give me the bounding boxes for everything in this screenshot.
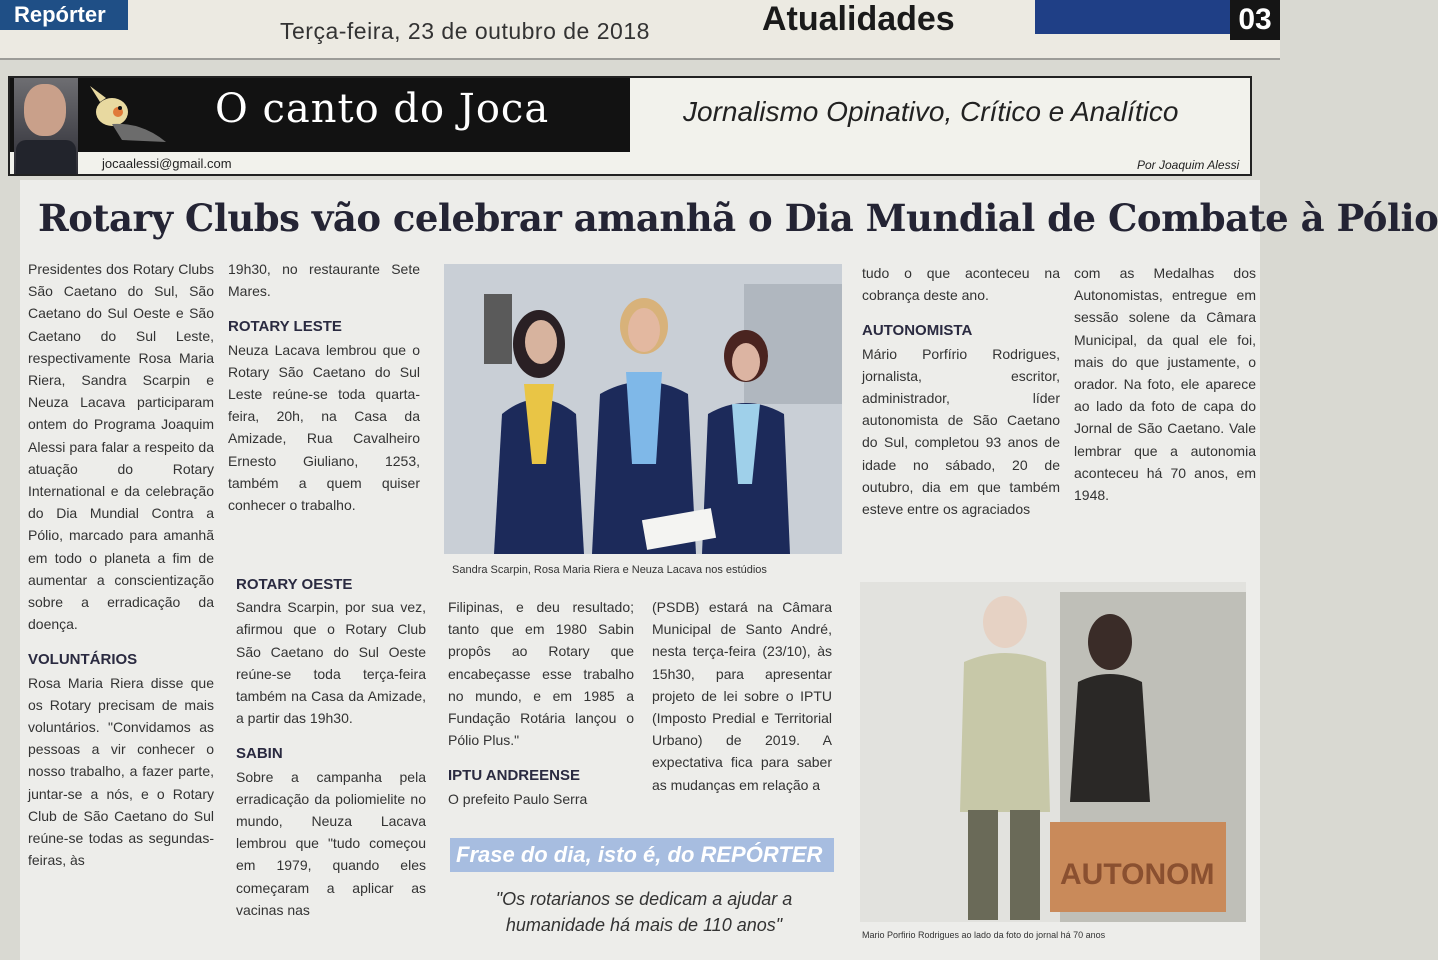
subheading-autonomista: AUTONOMISTA — [862, 322, 973, 340]
paragraph: Presidentes dos Rotary Clubs São Caetano do Sul, São Caetano do Sul Oeste e São Caetano do Sul Leste, respectivamente Rosa Maria Riera, Sandra Scarpin e Neuza Lacava participaram ontem do Programa Joaquim Alessi para falar a respeito da atuação do Rotary International e da celebração do Dia Mundial Contra a Pólio, marcado para amanhã em todo o planeta a fim de aumentar a conscientização sobre a erradicação da doença. — [28, 261, 214, 633]
section-title: Atualidades — [762, 0, 955, 38]
photo-caption: Mario Porfirio Rodrigues ao lado da foto do jornal há 70 anos — [862, 930, 1106, 940]
issue-date: Terça-feira, 23 de outubro de 2018 — [280, 18, 650, 44]
paragraph: (PSDB) estará na Câmara Municipal de Santo André, nesta terça-feira (23/10), às 15h30, para apresentar projeto de lei sobre o IPTU (Imposto Predial e Territorial Urbano) de 2019. A expectativa fica para saber as mudanças em relação a — [652, 599, 832, 793]
byline: Por Joaquim Alessi — [1137, 158, 1240, 172]
text-column-4 — [652, 596, 832, 796]
paragraph: Neuza Lacava lembrou que o Rotary São Caetano do Sul Leste reúne-se toda quarta-feira, 20h, na Casa da Amizade, Rua Cavalheiro Ernesto Giuliano, 1253, também a quem quiser conhecer o trabalho. — [228, 341, 420, 514]
text-column-1 — [28, 258, 214, 871]
text-column-5 — [862, 262, 1060, 520]
paragraph: Filipinas, e deu resultado; tanto que em 1980 Sabin propôs ao Rotary que encabeçasse esse trabalho no mundo, e em 1985 a Fundação Rotária lançou o Pólio Plus." — [448, 599, 634, 749]
rotary-presidents-photo — [444, 264, 842, 554]
paragraph: 19h30, no restaurante Sete Mares. — [228, 261, 420, 300]
subheading-iptu-andreense: IPTU ANDREENSE — [448, 767, 580, 785]
paragraph: tudo o que aconteceu na cobrança deste ano. — [862, 265, 1060, 304]
text-column-3 — [448, 596, 634, 810]
column-tagline: Jornalismo Opinativo, Crítico e Analítico — [683, 96, 1179, 127]
paragraph: com as Medalhas dos Autonomistas, entregue em sessão solene da Câmara Municipal, da qual ele foi, mais do que justamente, o orador. Na foto, ele aparece ao lado da foto de capa do Jornal de São Caetano. Vale lembrar que a autonomia aconteceu há 70 anos, em 1948. — [1074, 265, 1256, 504]
author-face — [24, 84, 66, 136]
cockatiel-icon — [82, 82, 168, 148]
article-headline: Rotary Clubs vão celebrar amanhã o Dia Mundial de Combate à Pólio — [38, 196, 1438, 240]
author-email: jocaalessi@gmail.com — [102, 156, 232, 171]
photo-caption: Sandra Scarpin, Rosa Maria Riera e Neuza Lacava nos estúdios — [452, 564, 767, 576]
subheading-sabin: SABIN — [236, 745, 283, 763]
photo-illustration — [444, 264, 842, 554]
paragraph: Rosa Maria Riera disse que os Rotary precisam de mais voluntários. "Convidamos as pessoas a vir conhecer o nosso trabalho, a fazer parte, juntar-se a nós, e o Rotary Club de São Caetano do Sul reúne-se todas as segundas-feiras, às — [28, 674, 214, 869]
text-column-2 — [228, 258, 420, 516]
author-suit — [16, 140, 76, 174]
quote-title: Frase do dia, isto é, do REPÓRTER — [456, 842, 823, 867]
paragraph: Sobre a campanha pela erradicação da poliomielite no mundo, Neuza Lacava lembrou que "tudo começou em 1979, quando eles começaram a aplicar as vacinas nas — [236, 768, 426, 918]
page-number: 03 — [1230, 0, 1280, 40]
paragraph: Mário Porfírio Rodrigues, jornalista, escritor, administrador, líder autonomista de São Caetano do Sul, completou 93 anos de idade no sábado, 20 de outubro, dia em que também esteve entre os agraciados — [862, 345, 1060, 518]
text-column-6 — [1074, 262, 1256, 506]
newspaper-logo: Repórter — [0, 0, 128, 30]
subheading-rotary-leste: ROTARY LESTE — [228, 318, 342, 336]
quote-text: "Os rotarianos se dedicam a ajudar a humanidade há mais de 110 anos" — [495, 889, 793, 935]
masthead-accent-bar — [1035, 0, 1230, 34]
paragraph: Sandra Scarpin, por sua vez, afirmou que o Rotary Club São Caetano do Sul Oeste reúne-se toda terça-feira também na Casa da Amizade, a partir das 19h30. — [236, 599, 426, 727]
autonomista-photo — [860, 582, 1246, 922]
paragraph: O prefeito Paulo Serra — [448, 790, 588, 807]
photo-illustration — [860, 582, 1246, 922]
subheading-rotary-oeste: ROTARY OESTE — [236, 576, 353, 593]
text-column-2-continued — [236, 574, 426, 921]
subheading-voluntarios: VOLUNTÁRIOS — [28, 651, 138, 669]
column-title: O canto do Joca — [215, 86, 550, 132]
photo2-sign: AUTONOM — [1060, 858, 1215, 891]
